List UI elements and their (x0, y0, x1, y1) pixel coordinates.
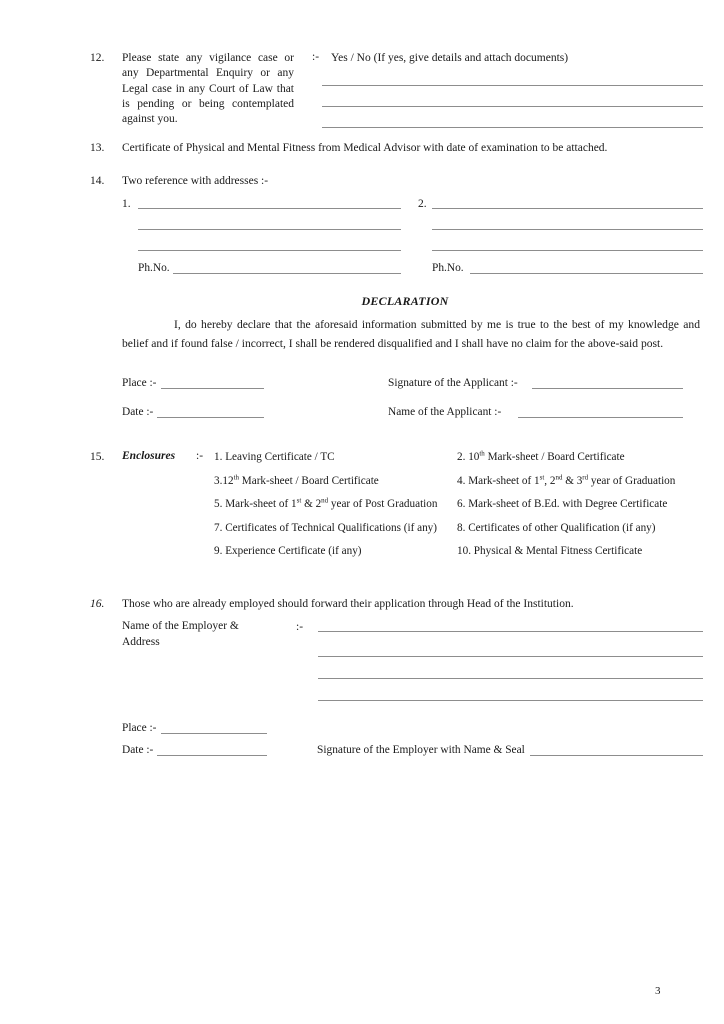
enclosure-item: 10. Physical & Mental Fitness Certificate (457, 545, 643, 557)
declaration-date-line[interactable] (157, 417, 264, 418)
declaration-place-line[interactable] (161, 388, 264, 389)
reference-1-number: 1. (122, 198, 131, 210)
reference-1-line-2[interactable] (138, 229, 401, 230)
employer-signature-line[interactable] (530, 755, 703, 756)
enclosure-item: 2. 10th Mark-sheet / Board Certificate (457, 449, 625, 463)
enclosures-label: Enclosures (122, 450, 176, 462)
applicant-name-label: Name of the Applicant :- (388, 406, 502, 418)
employer-date-line[interactable] (157, 755, 267, 756)
applicant-signature-label: Signature of the Applicant :- (388, 377, 518, 389)
item-16-text: Those who are already employed should forward their application through Head of the Institution. (122, 598, 574, 610)
reference-1-phone-line[interactable] (173, 273, 401, 274)
enclosure-item: 7. Certificates of Technical Qualifications (if any) (214, 521, 437, 534)
enclosure-item: 8. Certificates of other Qualification (if any) (457, 521, 656, 534)
reference-2-number: 2. (418, 198, 427, 210)
enclosures-colon: :- (196, 450, 204, 462)
reference-1-phone-label: Ph.No. (138, 262, 170, 274)
applicant-name-line[interactable] (518, 417, 683, 418)
employer-place-label: Place :- (122, 722, 157, 734)
enclosure-item: 5. Mark-sheet of 1st & 2nd year of Post Graduation (214, 496, 438, 510)
item-16-number: 16. (90, 598, 105, 610)
employer-blank-line-4[interactable] (318, 700, 703, 701)
page-number: 3 (655, 985, 661, 997)
employer-blank-line-3[interactable] (318, 678, 703, 679)
item-13-text: Certificate of Physical and Mental Fitness from Medical Advisor with date of examination to be attached. (122, 142, 608, 154)
item-12-answer: Yes / No (If yes, give details and attach documents) (331, 52, 569, 64)
reference-2-phone-line[interactable] (470, 273, 703, 274)
employer-label-line-2: Address (122, 636, 160, 648)
employer-blank-line-1[interactable] (318, 631, 703, 632)
employer-signature-label: Signature of the Employer with Name & Seal (317, 744, 525, 756)
reference-1-line-3[interactable] (138, 250, 401, 251)
item-12-blank-line-2[interactable] (322, 106, 703, 107)
employer-date-label: Date :- (122, 744, 154, 756)
employer-label-line-1: Name of the Employer & (122, 620, 239, 632)
declaration-date-label: Date :- (122, 406, 154, 418)
item-12-colon: :- (312, 51, 320, 63)
enclosure-item: 9. Experience Certificate (if any) (214, 545, 362, 557)
reference-1-line-1[interactable] (138, 208, 401, 209)
enclosure-item: 6. Mark-sheet of B.Ed. with Degree Certificate (457, 498, 668, 510)
item-12-blank-line-3[interactable] (322, 127, 703, 128)
declaration-body: I, do hereby declare that the aforesaid information submitted by me is true to the best of my knowledge and belief and if found false / incorrect, I shall be rendered disqualified and I shall have no claim for the above-said post. (122, 318, 700, 350)
enclosure-item: 3.12th Mark-sheet / Board Certificate (214, 472, 379, 487)
reference-2-phone-label: Ph.No. (432, 262, 464, 274)
applicant-signature-line[interactable] (532, 388, 683, 389)
reference-2-line-2[interactable] (432, 229, 703, 230)
item-12-blank-line-1[interactable] (322, 85, 703, 86)
employer-blank-line-2[interactable] (318, 656, 703, 657)
item-14-number: 14. (90, 175, 105, 187)
item-13-number: 13. (90, 142, 105, 154)
declaration-place-label: Place :- (122, 377, 157, 389)
item-12-prompt: Please state any vigilance case or any Departmental Enquiry or any Legal case in any Court of Law that is pending or being contemplated against you. (122, 52, 294, 126)
enclosure-item: 1. Leaving Certificate / TC (214, 451, 335, 463)
employer-colon: :- (296, 621, 304, 633)
enclosure-item: 4. Mark-sheet of 1st, 2nd & 3rd year of Graduation (457, 472, 676, 487)
declaration-heading: DECLARATION (361, 294, 449, 308)
item-15-number: 15. (90, 451, 105, 463)
item-14-text: Two reference with addresses :- (122, 175, 269, 187)
employer-place-line[interactable] (161, 733, 267, 734)
item-12-number: 12. (90, 52, 105, 64)
reference-2-line-3[interactable] (432, 250, 703, 251)
reference-2-line-1[interactable] (432, 208, 703, 209)
